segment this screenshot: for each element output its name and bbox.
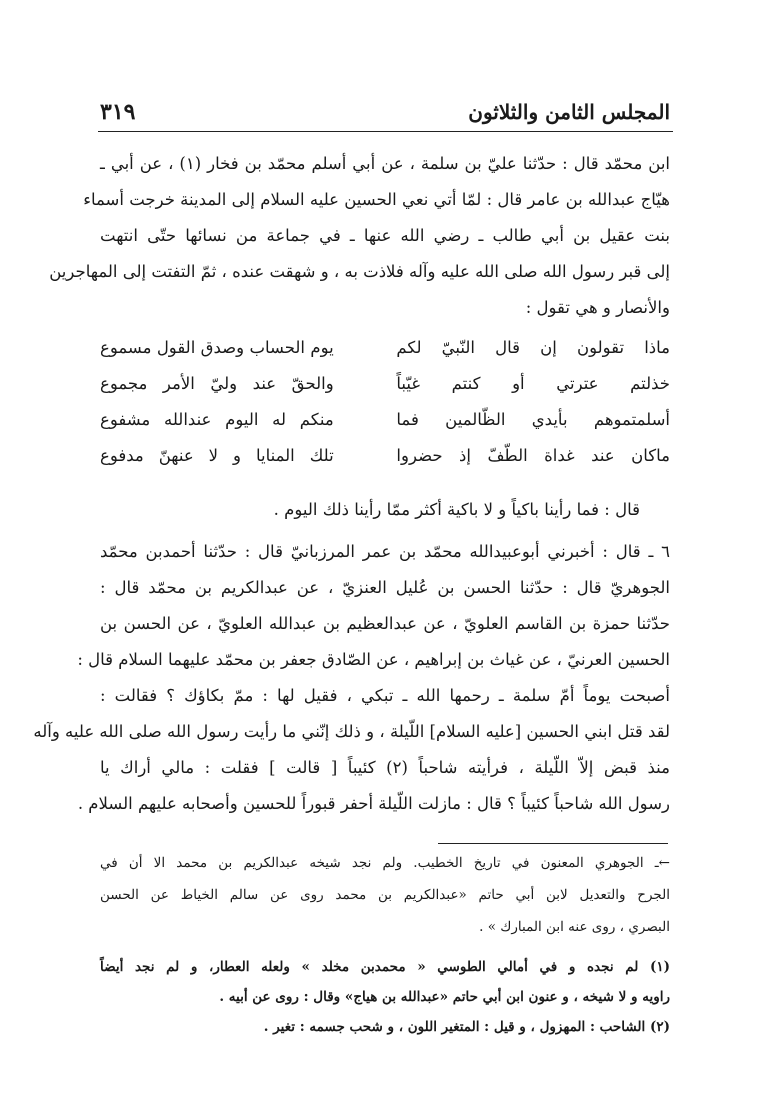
poem-verse: [100, 404, 670, 436]
verse-second-hemistich: منكم له اليوم عندالله مشفوع: [100, 410, 334, 429]
poem-verse: [100, 368, 670, 400]
verse-first-hemistich: أسلمتموهم بأيدي الظّالمين فما: [396, 410, 670, 429]
verse-second-hemistich: يوم الحساب وصدق القول مسموع: [100, 338, 334, 357]
header-rule: [98, 131, 673, 132]
verse-second-hemistich: والحقّ عند وليّ الأمر مجموع: [100, 374, 334, 393]
text-line: بنت عقيل بن أبي طالب ـ رضي الله عنها ـ في جماعة من نسائها حتّى انتهت: [100, 226, 670, 245]
text-line: أصبحت يوماً أمّ سلمة ـ رحمها الله ـ تبكي ، فقيل لها : ممّ بكاؤك ؟ فقالت :: [100, 686, 670, 705]
poem-verse: [100, 332, 670, 364]
text-line: ابن محمّد قال : حدّثنا عليّ بن سلمة ، عن أبي أسلم محمّد بن فخار (١) ، عن أبي ـ: [100, 154, 670, 173]
text-line: منذ قبض إلاّ اللّيلة ، فرأيته شاحباً (٢) كئيباً [ قالت ] فقلت : مالي أراك يا: [100, 758, 670, 777]
footnote-line: راويه و لا شيخه ، و عنون ابن أبي حاتم «عبدالله بن هياج» وقال : روى عن أبيه .: [219, 989, 670, 1005]
text-line: ٦ ـ قال : أخبرني أبوعبيدالله محمّد بن عمر المرزبانيّ قال : حدّثنا أحمدبن محمّد: [100, 542, 670, 561]
verse-second-hemistich: تلك المنايا و لا عنهنّ مدفوع: [100, 446, 334, 465]
text-line: هيّاج عبدالله بن عامر قال : لمّا أتي نعي الحسين عليه السلام إلى المدينة خرجت أسماء: [83, 190, 670, 209]
chapter-title: المجلس الثامن والثلاثون: [468, 100, 670, 124]
footnote-line: (٢) الشاحب : المهزول ، و قيل : المتغير اللون ، و شحب جسمه : تغير .: [263, 1019, 670, 1035]
text-line: لقد قتل ابني الحسين [عليه السلام] اللّيلة ، و ذلك إنّني ما رأيت رسول الله صلى الله عليه وآله: [33, 722, 670, 741]
footnote-rule: [438, 843, 668, 844]
verse-first-hemistich: ماكان عند غداة الطّفّ إذ حضروا: [396, 446, 670, 465]
verse-first-hemistich: خذلتم عترتي أو كنتم غيّباً: [396, 374, 670, 393]
poem-verse: [100, 440, 670, 472]
footnote-line: ←ـ الجوهري المعنون في تاريخ الخطيب. ولم نجد شيخه عبدالكريم بن محمد الا أن في: [100, 855, 670, 871]
footnote-line: (١) لم نجده و في أمالي الطوسي « محمدبن مخلد » ولعله العطار، و لم نجد أيضاً: [100, 959, 670, 975]
text-line: الجوهريّ قال : حدّثنا الحسن بن عُليل العنزيّ ، عن عبدالكريم بن محمّد قال :: [100, 578, 670, 597]
text-line: والأنصار و هي تقول :: [525, 298, 670, 317]
page-number: ٣١٩: [100, 99, 136, 125]
text-line: رسول الله شاحباً كئيباً ؟ قال : مازلت اللّيلة أحفر قبوراً للحسين وأصحابه عليهم السلام .: [77, 794, 670, 813]
text-line: الحسين العرنيّ ، عن غياث بن إبراهيم ، عن الصّادق جعفر بن محمّد عليهما السلام قال :: [77, 650, 670, 669]
footnote-line: البصري ، روى عنه ابن المبارك » .: [479, 919, 670, 935]
text-line: حدّثنا حمزة بن القاسم العلويّ ، عن عبدالعظيم بن عبدالله العلويّ ، عن الحسن بن: [100, 614, 670, 633]
footnote-line: الجرح والتعديل لابن أبي حاتم «عبدالكريم بن محمد روى عن سالم الخياط عن الحسن: [100, 887, 670, 903]
text-line: قال : فما رأينا باكياً و لا باكية أكثر ممّا رأينا ذلك اليوم .: [273, 500, 640, 519]
page-header: [100, 96, 670, 128]
verse-first-hemistich: ماذا تقولون إن قال النّبيّ لكم: [396, 338, 670, 357]
text-line: إلى قبر رسول الله صلى الله عليه وآله فلاذت به ، و شهقت عنده ، ثمّ التفتت إلى المهاجرين: [49, 262, 670, 281]
